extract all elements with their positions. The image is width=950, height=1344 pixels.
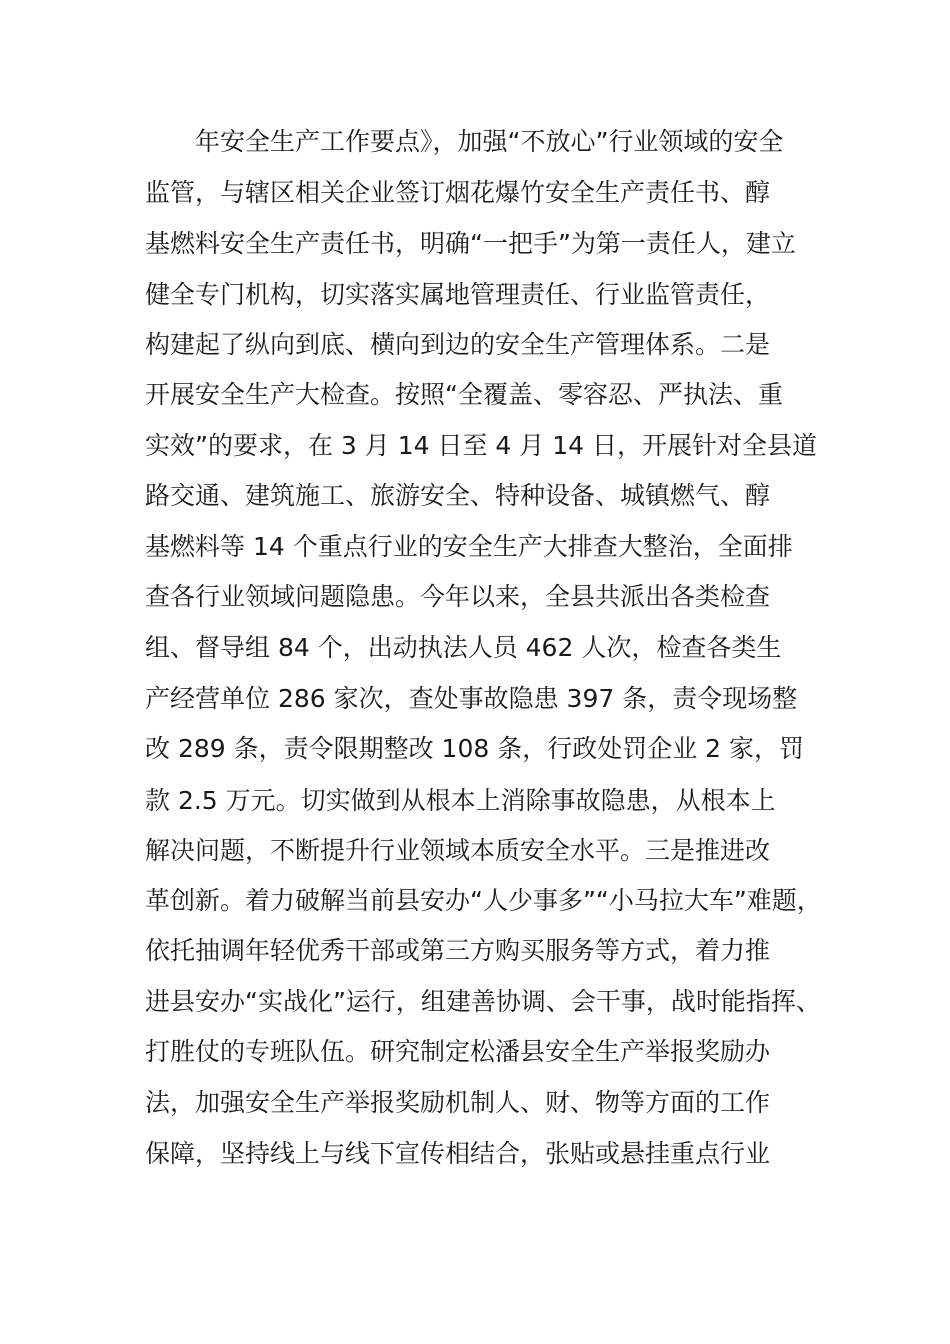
text-line: 打胜仗的专班队伍。研究制定松潘县安全生产举报奖励办 [145,1037,771,1066]
text-line: 年安全生产工作要点》，加强“不放心”行业领域的安全 [195,127,784,156]
text-line: 依托抽调年轻优秀干部或第三方购买服务等方式，着力推 [145,936,771,965]
text-line: 法，加强安全生产举报奖励机制人、财、物等方面的工作 [145,1088,771,1117]
text-line: 健全专门机构，切实落实属地管理责任、行业监管责任， [145,280,771,309]
text-line: 进县安办“实战化”运行，组建善协调、会干事，战时能指挥、 [145,987,821,1016]
text-line: 基燃料安全生产责任书，明确“一把手”为第一责任人，建立 [145,229,796,258]
text-line: 实效”的要求，在 3 月 14 日至 4 月 14 日，开展针对全县道 [145,431,817,460]
text-line: 基燃料等 14 个重点行业的安全生产大排查大整治，全面排 [145,532,793,561]
text-line: 构建起了纵向到底、横向到边的安全生产管理体系。二是 [145,330,771,359]
text-line: 款 2.5 万元。切实做到从根本上消除事故隐患，从根本上 [145,786,776,815]
text-line: 革创新。着力破解当前县安办“人少事多”“小马拉大车”难题， [145,886,822,915]
text-line: 改 289 条，责令限期整改 108 条，行政处罚企业 2 家，罚 [145,734,805,763]
text-line: 保障，坚持线上与线下宣传相结合，张贴或悬挂重点行业 [145,1139,771,1168]
text-line: 组、督导组 84 个，出动执法人员 462 人次，检查各类生 [145,633,782,662]
text-line: 监管，与辖区相关企业签订烟花爆竹安全生产责任书、醇 [145,178,771,207]
text-line: 解决问题，不断提升行业领域本质安全水平。三是推进改 [145,836,771,865]
text-line: 产经营单位 286 家次，查处事故隐患 397 条，责令现场整 [145,684,798,713]
text-line: 路交通、建筑施工、旅游安全、特种设备、城镇燃气、醇 [145,481,771,510]
text-line: 开展安全生产大检查。按照“全覆盖、零容忍、严执法、重 [145,380,783,409]
text-line: 查各行业领域问题隐患。今年以来，全县共派出各类检查 [145,582,771,611]
